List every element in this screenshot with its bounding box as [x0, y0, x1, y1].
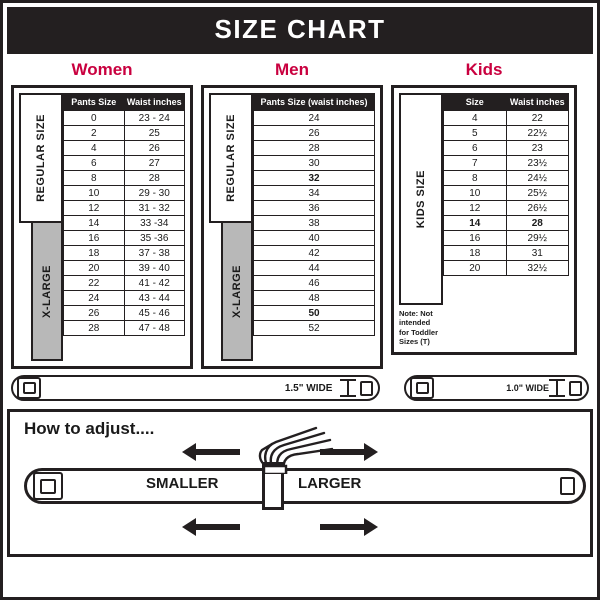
table-row — [254, 231, 375, 246]
buckle-icon — [33, 472, 63, 500]
table-cell: 24 — [64, 291, 125, 306]
arrow-left-bottom-icon — [196, 524, 240, 530]
table-cell: 14 — [444, 216, 507, 231]
table-cell: 32 — [254, 171, 375, 186]
table-row — [254, 321, 375, 336]
table-cell: 28 — [124, 171, 185, 186]
table-row — [64, 321, 185, 336]
table-cell: 16 — [64, 231, 125, 246]
table-cell: 12 — [64, 201, 125, 216]
side-label-regular-size-men: REGULAR SIZE — [209, 93, 253, 223]
table-row — [444, 186, 569, 201]
page-title: SIZE CHART — [214, 14, 386, 44]
table-cell: 29 - 30 — [124, 186, 185, 201]
table-cell: 26 — [64, 306, 125, 321]
table-cell: 14 — [64, 216, 125, 231]
chart-heading-women: Women — [71, 60, 133, 79]
table-cell: 16 — [444, 231, 507, 246]
table-row — [444, 201, 569, 216]
belt-tip-icon — [569, 381, 582, 396]
col-header-pants-size: Pants Size — [64, 94, 125, 111]
table-row — [254, 201, 375, 216]
label-smaller: SMALLER — [146, 475, 219, 492]
table-cell: 23½ — [506, 156, 569, 171]
table-cell: 24½ — [506, 171, 569, 186]
table-cell: 22 — [64, 276, 125, 291]
table-cell: 10 — [444, 186, 507, 201]
table-cell: 32½ — [506, 261, 569, 276]
table-cell: 18 — [64, 246, 125, 261]
table-row — [64, 186, 185, 201]
belt-tip-icon — [560, 477, 575, 495]
table-cell: 10 — [64, 186, 125, 201]
table-cell: 28 — [64, 321, 125, 336]
table-header-row — [254, 94, 375, 111]
table-cell: 46 — [254, 276, 375, 291]
table-row — [254, 216, 375, 231]
table-cell: 28 — [506, 216, 569, 231]
table-kids — [443, 93, 569, 276]
table-cell: 41 - 42 — [124, 276, 185, 291]
belt-tip-icon — [360, 381, 373, 396]
table-cell: 26 — [124, 141, 185, 156]
kids-note: Note: Not intended for Toddler Sizes (T) — [399, 309, 439, 347]
table-body-men — [254, 111, 375, 336]
buckle-icon — [17, 377, 41, 399]
table-cell: 45 - 46 — [124, 306, 185, 321]
table-row — [254, 111, 375, 126]
table-cell: 23 — [506, 141, 569, 156]
table-row — [444, 261, 569, 276]
arrow-left-top-icon — [196, 449, 240, 455]
table-cell: 6 — [64, 156, 125, 171]
table-cell: 34 — [254, 186, 375, 201]
table-row — [254, 261, 375, 276]
how-to-adjust-panel — [7, 409, 593, 557]
label-larger: LARGER — [298, 475, 362, 492]
table-header-row — [64, 94, 185, 111]
table-row — [254, 156, 375, 171]
table-cell: 40 — [254, 231, 375, 246]
table-cell: 31 - 32 — [124, 201, 185, 216]
side-label-kids-size: KIDS SIZE — [399, 93, 443, 305]
table-cell: 18 — [444, 246, 507, 261]
belt-width-row — [3, 369, 597, 405]
chart-box-men — [201, 85, 383, 369]
table-cell: 22½ — [506, 126, 569, 141]
col-header-waist-inches: Waist inches — [506, 94, 569, 111]
charts-container — [3, 54, 597, 369]
col-header-waist-inches: Waist inches — [124, 94, 185, 111]
table-row — [64, 126, 185, 141]
how-to-adjust-title: How to adjust.... — [24, 419, 155, 438]
table-cell: 6 — [444, 141, 507, 156]
chart-heading-kids: Kids — [465, 60, 503, 79]
table-men — [253, 93, 375, 336]
side-label-x-large-men: X-LARGE — [221, 223, 253, 361]
chart-box-kids — [391, 85, 577, 355]
table-cell: 4 — [444, 111, 507, 126]
table-cell: 0 — [64, 111, 125, 126]
chart-men — [201, 60, 383, 369]
page-title-bar — [7, 7, 593, 54]
table-cell: 8 — [64, 171, 125, 186]
table-body-women — [64, 111, 185, 336]
table-cell: 47 - 48 — [124, 321, 185, 336]
hand-icon — [242, 422, 362, 474]
table-women — [63, 93, 185, 336]
table-row — [64, 216, 185, 231]
side-labels-women — [19, 93, 63, 361]
table-cell: 48 — [254, 291, 375, 306]
table-cell: 27 — [124, 156, 185, 171]
table-row — [64, 201, 185, 216]
table-row — [254, 186, 375, 201]
table-cell: 2 — [64, 126, 125, 141]
table-row — [64, 171, 185, 186]
table-cell: 33 -34 — [124, 216, 185, 231]
table-body-kids — [444, 111, 569, 276]
table-cell: 8 — [444, 171, 507, 186]
table-cell: 20 — [444, 261, 507, 276]
table-cell: 4 — [64, 141, 125, 156]
table-cell: 29½ — [506, 231, 569, 246]
table-row — [444, 231, 569, 246]
kids-belt-graphic — [404, 375, 589, 401]
table-cell: 37 - 38 — [124, 246, 185, 261]
table-cell: 26½ — [506, 201, 569, 216]
table-row — [64, 231, 185, 246]
table-row — [444, 111, 569, 126]
side-labels-men — [209, 93, 253, 361]
table-cell: 25 — [124, 126, 185, 141]
side-labels-kids — [399, 93, 443, 347]
table-row — [254, 306, 375, 321]
table-header-row — [444, 94, 569, 111]
table-row — [254, 126, 375, 141]
table-row — [254, 141, 375, 156]
table-row — [64, 246, 185, 261]
width-measure-icon — [340, 379, 356, 397]
col-header-pants-size-waist: Pants Size (waist inches) — [254, 94, 375, 111]
table-cell: 42 — [254, 246, 375, 261]
side-label-x-large-women: X-LARGE — [31, 223, 63, 361]
table-cell: 25½ — [506, 186, 569, 201]
table-cell: 23 - 24 — [124, 111, 185, 126]
table-row — [254, 276, 375, 291]
table-row — [444, 126, 569, 141]
width-measure-icon — [549, 379, 565, 397]
table-row — [254, 171, 375, 186]
table-cell: 52 — [254, 321, 375, 336]
table-cell: 7 — [444, 156, 507, 171]
table-row — [444, 156, 569, 171]
table-row — [64, 156, 185, 171]
table-cell: 44 — [254, 261, 375, 276]
table-cell: 26 — [254, 126, 375, 141]
table-row — [444, 171, 569, 186]
adult-belt-graphic — [11, 375, 380, 401]
table-cell: 35 -36 — [124, 231, 185, 246]
table-row — [444, 216, 569, 231]
table-cell: 24 — [254, 111, 375, 126]
table-cell: 22 — [506, 111, 569, 126]
chart-women — [11, 60, 193, 369]
table-row — [64, 261, 185, 276]
table-row — [64, 141, 185, 156]
table-cell: 30 — [254, 156, 375, 171]
table-row — [254, 291, 375, 306]
chart-kids — [391, 60, 577, 355]
arrow-right-bottom-icon — [320, 524, 364, 530]
table-row — [64, 276, 185, 291]
table-cell: 39 - 40 — [124, 261, 185, 276]
col-header-size: Size — [444, 94, 507, 111]
table-cell: 43 - 44 — [124, 291, 185, 306]
table-cell: 31 — [506, 246, 569, 261]
table-cell: 12 — [444, 201, 507, 216]
table-row — [254, 246, 375, 261]
chart-box-women — [11, 85, 193, 369]
table-cell: 5 — [444, 126, 507, 141]
table-row — [64, 291, 185, 306]
table-cell: 20 — [64, 261, 125, 276]
table-row — [444, 141, 569, 156]
table-cell: 36 — [254, 201, 375, 216]
kids-belt-width-label: 1.0" WIDE — [506, 383, 549, 393]
adult-belt-width-label: 1.5" WIDE — [284, 382, 333, 394]
buckle-icon — [410, 377, 434, 399]
table-cell: 50 — [254, 306, 375, 321]
side-label-regular-size-women: REGULAR SIZE — [19, 93, 63, 223]
table-row — [64, 306, 185, 321]
table-row — [444, 246, 569, 261]
chart-heading-men: Men — [275, 60, 309, 79]
table-cell: 28 — [254, 141, 375, 156]
table-cell: 38 — [254, 216, 375, 231]
table-row — [64, 111, 185, 126]
